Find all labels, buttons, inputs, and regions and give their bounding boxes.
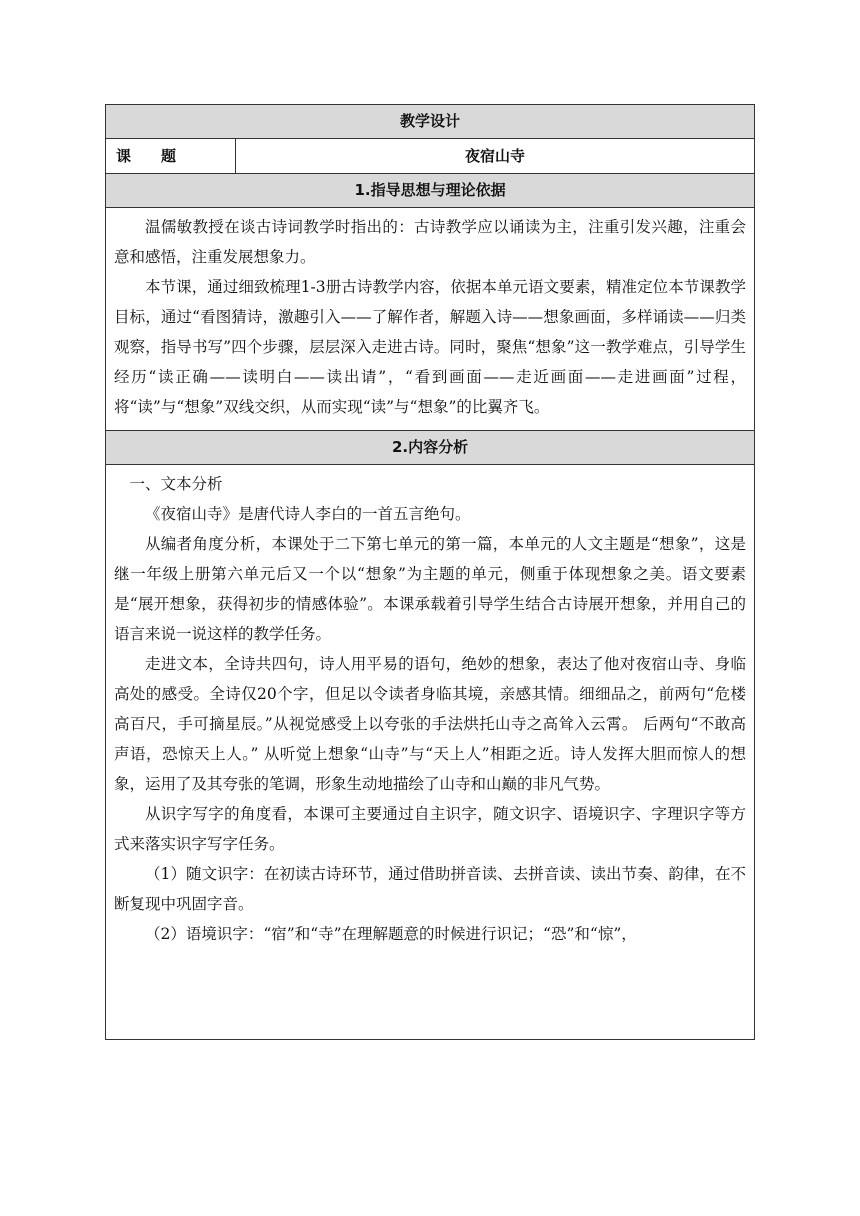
topic-label: 课 题: [106, 139, 236, 174]
section-2-paragraph: （1）随文识字：在初读古诗环节，通过借助拼音读、去拼音读、读出节奏、韵律，在不断复现中巩固字音。: [114, 865, 747, 913]
topic-value: 夜宿山寺: [236, 139, 755, 174]
table-title: 教学设计: [106, 105, 755, 139]
section-2-paragraph: 从编者角度分析，本课处于二下第七单元的第一篇，本单元的人文主题是“想象”，这是继一年级上册第六单元后又一个以“想象”为主题的单元，侧重于体现想象之美。语文要素是“展开想象，获得初步的情感体验”。本课承载着引导学生结合古诗展开想象，并用自己的语言来说一说这样的教学任务。: [114, 535, 747, 643]
section-1-body: [106, 208, 755, 431]
section-1-paragraph: 温儒敏教授在谈古诗词教学时指出的：古诗教学应以诵读为主，注重引发兴趣，注重会意和感悟，注重发展想象力。: [114, 218, 747, 266]
section-2-paragraph: 从识字写字的角度看，本课可主要通过自主识字，随文识字、语境识字、字理识字等方式来落实识字写字任务。: [114, 805, 747, 853]
section-2-paragraph: （2）语境识字：“宿”和“寺”在理解题意的时候进行识记；“恐”和“惊”，: [145, 925, 637, 943]
section-2-body: [106, 465, 755, 1040]
section-1-paragraph: 本节课，通过细致梳理1-3册古诗教学内容，依据本单元语文要素，精准定位本节课教学目标，通过“看图猜诗，激趣引入——了解作者，解题入诗——想象画面，多样诵读——归类观察，指导书写”四个步骤，层层深入走进古诗。同时，聚焦“想象”这一教学难点，引导学生经历“读正确——读明白——读出请”，“看到画面——走近画面——走进画面”过程，将“读”与“想象”双线交织，从而实现“读”与“想象”的比翼齐飞。: [114, 278, 747, 416]
section-2-title: 2.内容分析: [106, 431, 755, 465]
lesson-design-table: [105, 104, 755, 1040]
section-1-title: 1.指导思想与理论依据: [106, 174, 755, 208]
subsection-heading: 一、文本分析: [129, 475, 223, 493]
section-2-paragraph: 走进文本，全诗共四句，诗人用平易的语句，绝妙的想象，表达了他对夜宿山寺、身临高处的感受。全诗仅20个字，但足以令读者身临其境，亲感其情。细细品之，前两句“危楼高百尺，手可摘星辰。”从视觉感受上以夸张的手法烘托山寺之高耸入云霄。 后两句“不敢高声语，恐惊天上人。” 从听觉上想象“山寺”与“天上人”相距之近。诗人发挥大胆而惊人的想象，运用了及其夸张的笔调，形象生动地描绘了山寺和山巅的非凡气势。: [114, 655, 747, 793]
section-2-paragraph: 《夜宿山寺》是唐代诗人李白的一首五言绝句。: [145, 505, 471, 523]
